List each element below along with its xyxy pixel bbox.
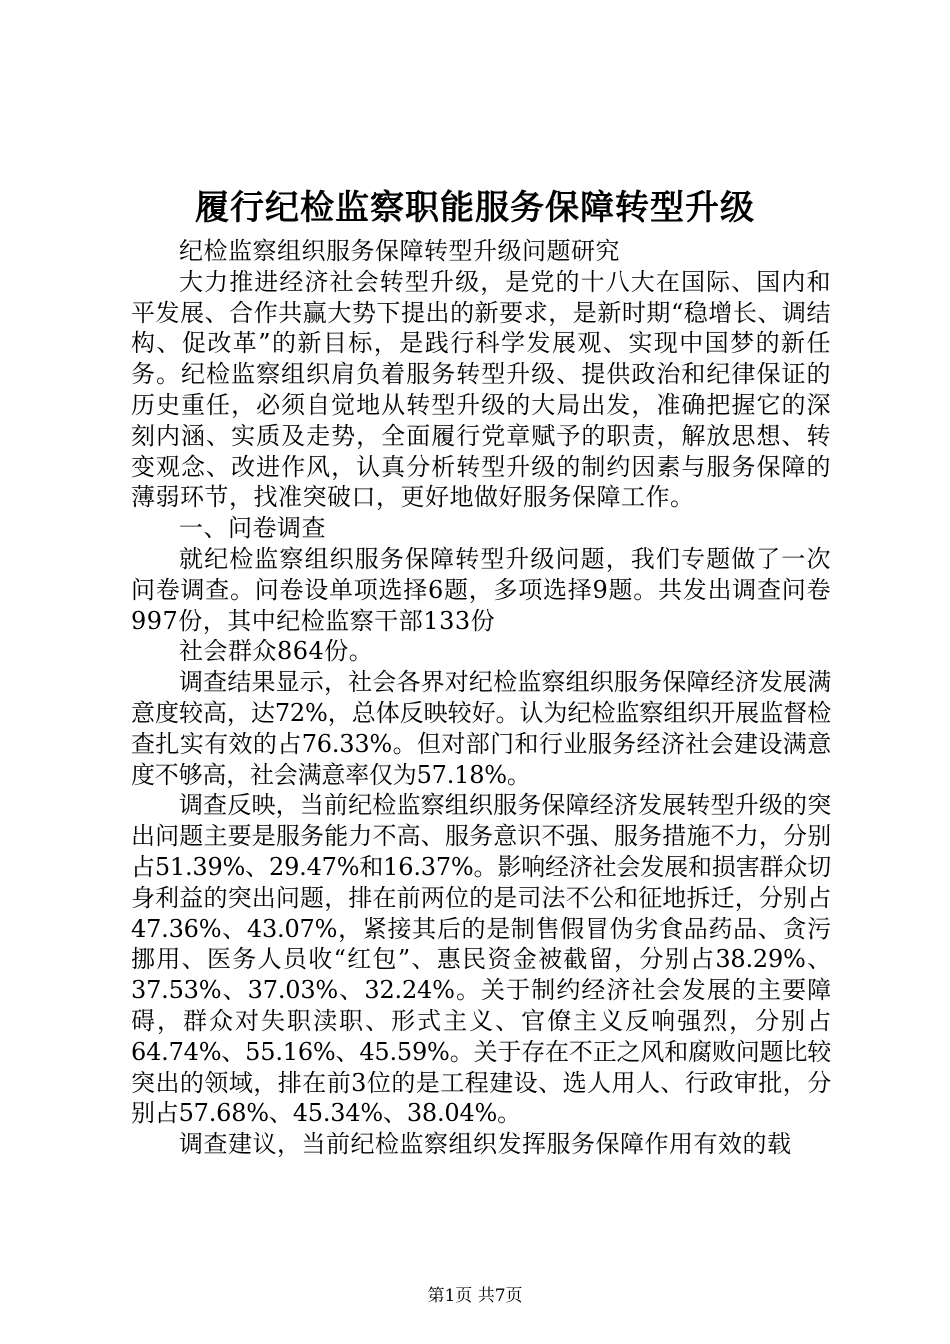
survey-continuation: 社会群众864份。 [179, 637, 374, 666]
results-paragraph: 调查结果显示，社会各界对纪检监察组织服务保障经济发展满意度较高，达72%，总体反映较好。认为纪检监察组织开展监督检查扎实有效的占76.33%。但对部门和行业服务经济社会建设满意度不够高，社会满意率仅为57.18%。 [131, 668, 831, 789]
survey-paragraph: 就纪检监察组织服务保障转型升级问题，我们专题做了一次问卷调查。问卷设单项选择6题，多项选择9题。共发出调查问卷997份，其中纪检监察干部133份 [131, 544, 831, 635]
feedback-paragraph: 调查反映，当前纪检监察组织服务保障经济发展转型升级的突出问题主要是服务能力不高、服务意识不强、服务措施不力，分别占51.39%、29.47%和16.37%。影响经济社会发展和损害群众切身利益的突出问题，排在前两位的是司法不公和征地拆迁，分别占47.36%、43.07%，紧接其后的是制售假冒伪劣食品药品、贪污挪用、医务人员收“红包”、惠民资金被截留，分别占38.29%、37.53%、37.03%、32.24%。关于制约经济社会发展的主要障碍，群众对失职渎职、形式主义、官僚主义反响强烈，分别占64.74%、55.16%、45.59%。关于存在不正之风和腐败问题比较突出的领域，排在前3位的是工程建设、选人用人、行政审批，分别占57.68%、45.34%、38.04%。 [131, 791, 831, 1128]
document-title: 履行纪检监察职能服务保障转型升级 [195, 188, 755, 228]
suggestion-paragraph: 调查建议，当前纪检监察组织发挥服务保障作用有效的载 [179, 1130, 792, 1159]
document-body [131, 236, 831, 1160]
page-number: 第1页 共7页 [427, 1286, 523, 1306]
subtitle-paragraph: 纪检监察组织服务保障转型升级问题研究 [179, 237, 620, 265]
intro-paragraph: 大力推进经济社会转型升级，是党的十八大在国际、国内和平发展、合作共赢大势下提出的新要求，是新时期“稳增长、调结构、促改革”的新目标，是践行科学发展观、实现中国梦的新任务。纪检监察组织肩负着服务转型升级、提供政治和纪律保证的历史重任，必须自觉地从转型升级的大局出发，准确把握它的深刻内涵、实质及走势，全面履行党章赋予的职责，解放思想、转变观念、改进作风，认真分析转型升级的制约因素与服务保障的薄弱环节，找准突破口，更好地做好服务保障工作。 [131, 267, 831, 512]
section-heading: 一、问卷调查 [179, 514, 326, 543]
